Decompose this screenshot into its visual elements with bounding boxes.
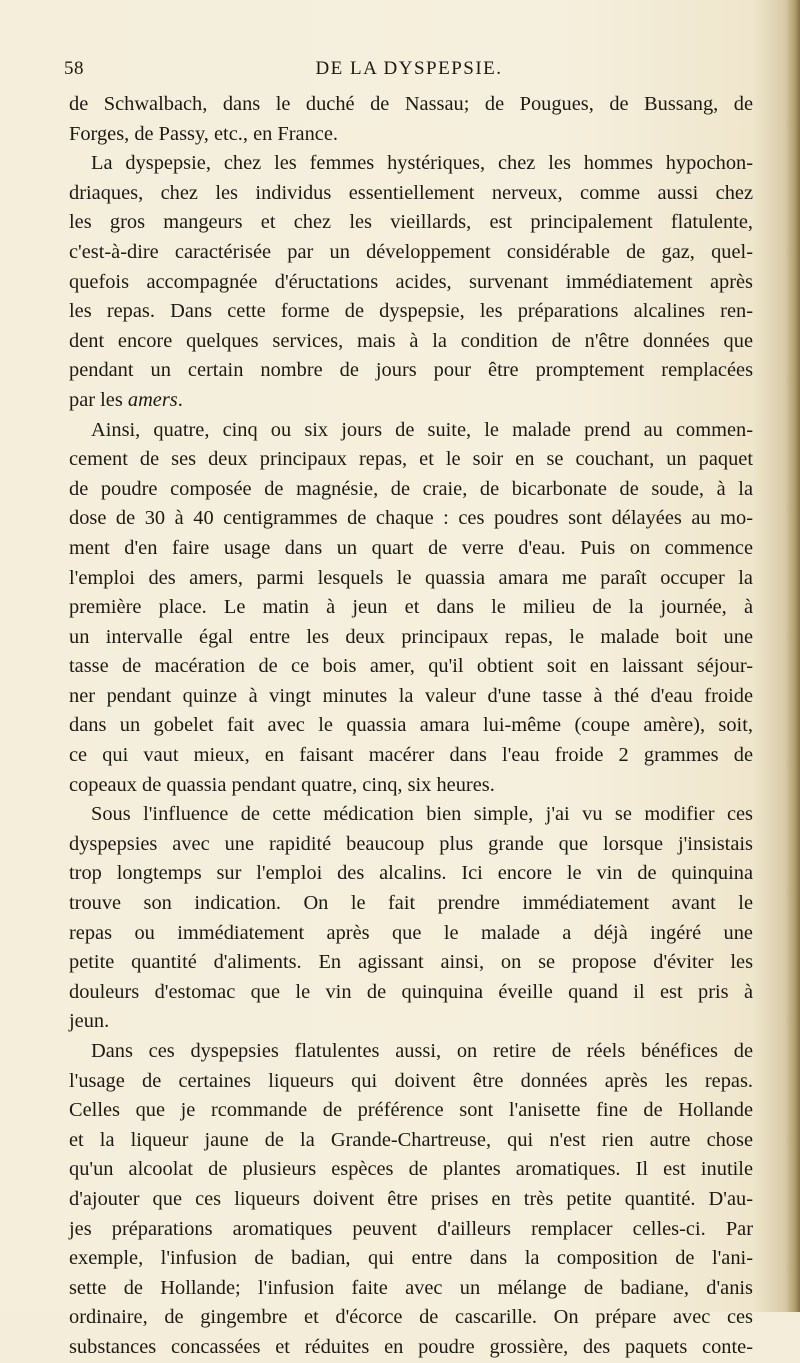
text-line: sette de Hollande; l'infusion faite avec un mélange de badiane, d'anis — [69, 1276, 753, 1299]
page-edge-shadow — [786, 0, 800, 1312]
text-line — [69, 386, 753, 416]
text-line: Forges, de Passy, etc., en France. — [69, 122, 338, 145]
text-line: driaques, chez les individus essentiellement nerveux, comme aussi chez — [69, 181, 753, 204]
text-line: copeaux de quassia pendant quatre, cinq, six heures. — [69, 773, 495, 796]
paragraph — [69, 416, 753, 801]
text-line: dyspepsies avec une rapidité beaucoup plus grande que lorsque j'insistais — [69, 832, 753, 855]
text-line: jes préparations aromatiques peuvent d'ailleurs remplacer celles-ci. Par — [69, 1217, 753, 1240]
text-line: dent encore quelques services, mais à la condition de n'être données que — [69, 329, 753, 352]
text-line: première place. Le matin à jeun et dans le milieu de la journée, à — [69, 596, 753, 619]
text-line: Celles que je rcommande de préférence sont l'anisette fine de Hollande — [69, 1099, 753, 1122]
text-line: cement de ses deux principaux repas, et le soir en se couchant, un paquet — [69, 448, 753, 471]
page-number: 58 — [64, 58, 84, 79]
text-line: petite quantité d'aliments. En agissant ainsi, on se propose d'éviter les — [69, 951, 753, 974]
text-line: de Schwalbach, dans le duché de Nassau; de Pougues, de Bussang, de — [69, 93, 753, 115]
text-fragment: . — [177, 388, 183, 411]
text-line: les gros mangeurs et chez les vieillards, est principalement flatulente, — [69, 211, 753, 234]
text-line: trouve son indication. On le fait prendre immédiatement avant le — [69, 892, 753, 915]
text-line: l'emploi des amers, parmi lesquels le quassia amara me paraît occuper la — [69, 566, 753, 589]
paragraph — [69, 149, 753, 415]
text-line: Sous l'influence de cette médication bien simple, j'ai vu se modifier ces — [91, 803, 753, 826]
text-line: trop longtemps sur l'emploi des alcalins. Ici encore le vin de quinquina — [69, 862, 753, 885]
paragraph — [69, 90, 753, 149]
body-text — [69, 90, 753, 1363]
italic-term: amers — [127, 388, 178, 411]
page-header — [64, 58, 754, 84]
text-line: l'usage de certaines liqueurs qui doivent être données après les repas. — [69, 1069, 753, 1092]
text-line: Dans ces dyspepsies flatulentes aussi, on retire de réels bénéfices de — [91, 1040, 753, 1062]
paragraph — [69, 800, 753, 1037]
text-line: ordinaire, de gingembre et d'écorce de cascarille. On prépare avec ces — [69, 1306, 753, 1329]
text-line: c'est-à-dire caractérisée par un développement considérable de gaz, quel- — [69, 240, 753, 263]
text-line: exemple, l'infusion de badian, qui entre dans la composition de l'ani- — [69, 1247, 753, 1270]
text-line: dans un gobelet fait avec le quassia amara lui-même (coupe amère), soit, — [69, 714, 753, 737]
text-line: pendant un certain nombre de jours pour être promptement remplacées — [69, 359, 753, 382]
text-line: repas ou immédiatement après que le malade a déjà ingéré une — [69, 921, 753, 944]
text-line: La dyspepsie, chez les femmes hystériques, chez les hommes hypochon- — [91, 152, 753, 175]
text-line: et la liqueur jaune de la Grande-Chartreuse, qui n'est rien autre chose — [69, 1128, 753, 1151]
text-line: ce qui vaut mieux, en faisant macérer dans l'eau froide 2 grammes de — [69, 744, 753, 767]
text-line: Ainsi, quatre, cinq ou six jours de suite, le malade prend au commen- — [91, 418, 753, 441]
text-fragment: par les — [69, 388, 128, 411]
text-line: substances concassées et réduites en poudre grossière, des paquets conte- — [69, 1335, 753, 1358]
text-line: ner pendant quinze à vingt minutes la valeur d'une tasse à thé d'eau froide — [69, 684, 753, 707]
running-title: DE LA DYSPEPSIE. — [315, 58, 503, 79]
text-line: qu'un alcoolat de plusieurs espèces de plantes aromatiques. Il est inutile — [69, 1158, 753, 1181]
text-line: quefois accompagnée d'éructations acides, survenant immédiatement après — [69, 270, 753, 293]
text-line: un intervalle égal entre les deux principaux repas, le malade boit une — [69, 625, 753, 648]
text-line: douleurs d'estomac que le vin de quinquina éveille quand il est pris à — [69, 980, 753, 1003]
text-line: jeun. — [69, 1010, 110, 1033]
text-line: tasse de macération de ce bois amer, qu'il obtient soit en laissant séjour- — [69, 655, 753, 678]
text-line: de poudre composée de magnésie, de craie, de bicarbonate de soude, à la — [69, 477, 753, 500]
text-line: ment d'en faire usage dans un quart de verre d'eau. Puis on commence — [69, 536, 753, 559]
paragraph — [69, 1037, 753, 1363]
text-line: dose de 30 à 40 centigrammes de chaque : ces poudres sont délayées au mo- — [69, 507, 753, 530]
text-line: les repas. Dans cette forme de dyspepsie, les préparations alcalines ren- — [69, 300, 753, 323]
text-line: d'ajouter que ces liqueurs doivent être prises en très petite quantité. D'au- — [69, 1187, 753, 1210]
